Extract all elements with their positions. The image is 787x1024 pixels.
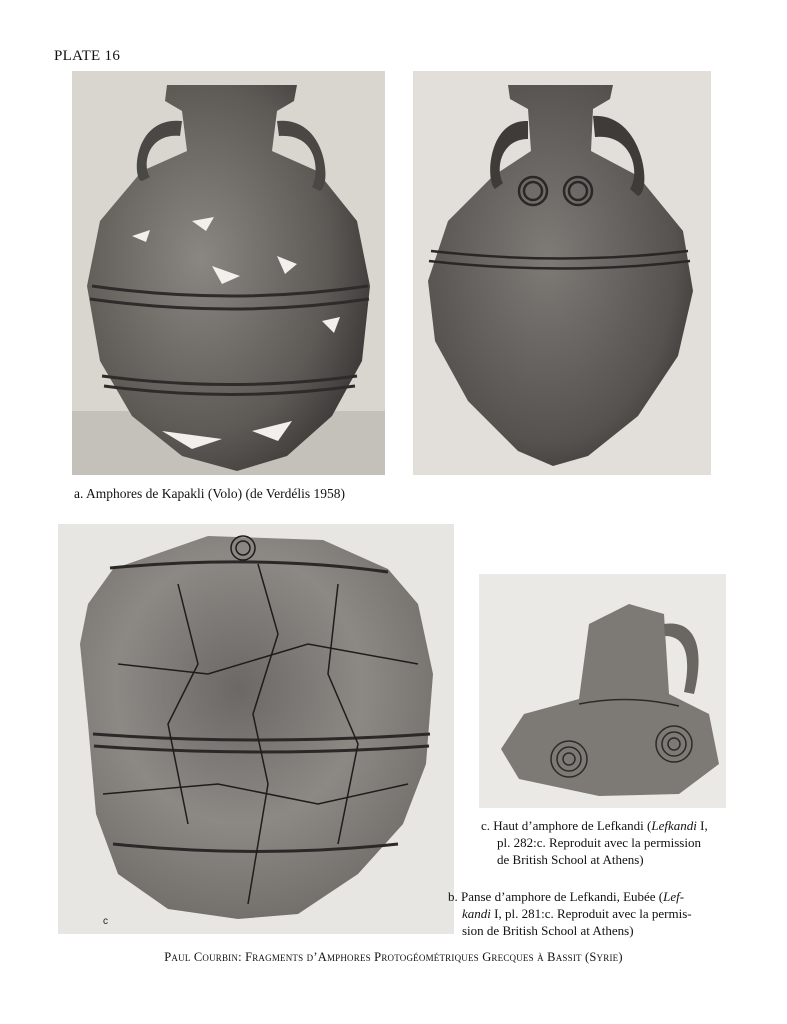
caption-c-prefix: c. Haut d’amphore de Lefkandi ( (481, 818, 652, 833)
caption-b (448, 888, 738, 939)
photo-amphora-neck-lefkandi (479, 574, 726, 808)
caption-c-line3: de British School at Athens) (497, 852, 644, 867)
caption-c-rest1: I, (696, 818, 708, 833)
caption-c-line2: pl. 282:c. Reproduit avec la permission (497, 835, 701, 850)
page-footer-title: Paul Courbin: Fragments d’Amphores Protogéométriques Grecques à Bassit (Syrie) (164, 950, 623, 964)
photo-amphora-kapakli-right (413, 71, 711, 475)
plate-number: PLATE 16 (54, 48, 121, 64)
caption-c-italic: Lefkandi (651, 818, 697, 833)
photo-amphora-belly-lefkandi (58, 524, 454, 934)
caption-a: a. Amphores de Kapakli (Volo) (de Verdélis 1958) (74, 486, 345, 501)
caption-b-line3: sion de British School at Athens) (462, 923, 634, 938)
caption-b-italic1: Lef- (663, 889, 685, 904)
photo-amphora-kapakli-left (72, 71, 385, 475)
caption-b-prefix: b. Panse d’amphore de Lefkandi, Eubée ( (448, 889, 664, 904)
figure-letter-c: c (103, 916, 108, 927)
caption-b-rest2: I, pl. 281:c. Reproduit avec la permis- (490, 906, 692, 921)
caption-b-italic2: kandi (462, 906, 491, 921)
caption-c (481, 817, 708, 868)
